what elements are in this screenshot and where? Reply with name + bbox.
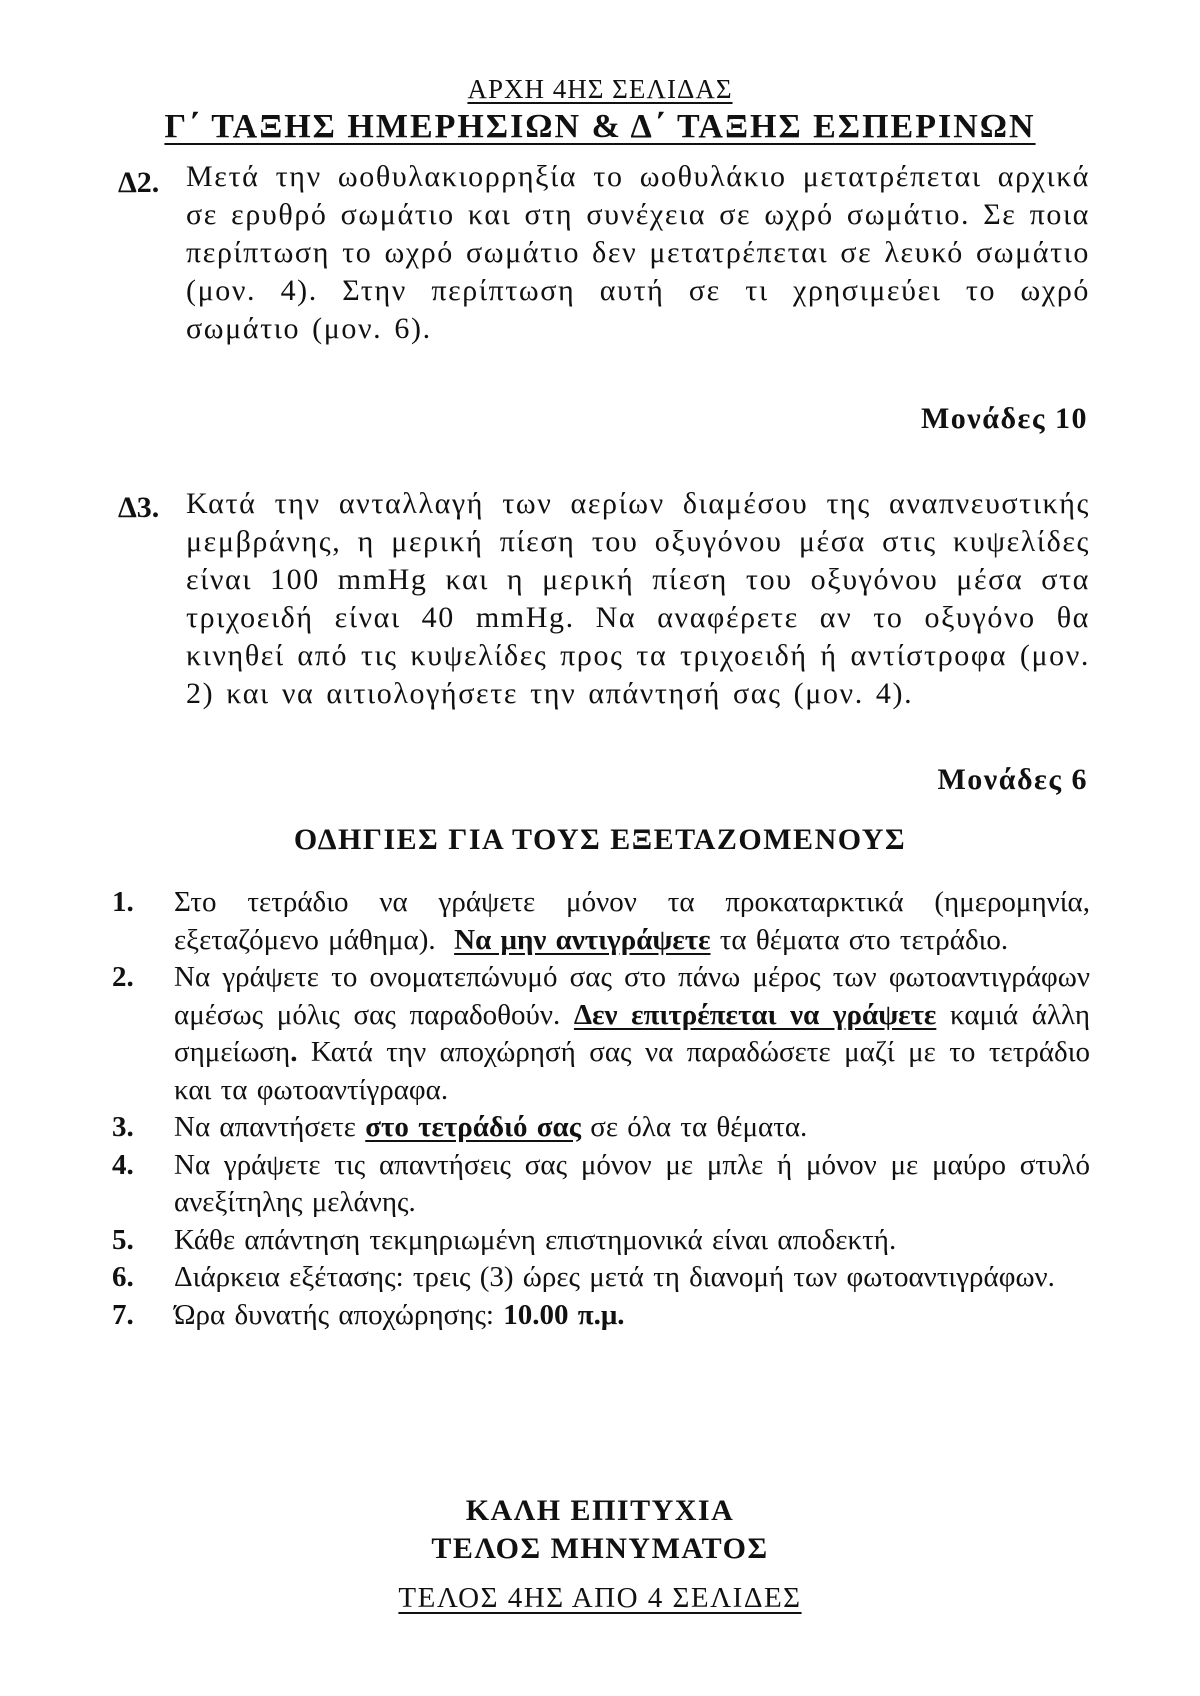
closing-good-luck: ΚΑΛΗ ΕΠΙΤΥΧΙΑ bbox=[465, 1494, 735, 1527]
instruction-item bbox=[112, 1297, 1090, 1335]
page-end-footer bbox=[0, 1582, 1200, 1615]
instruction-item bbox=[112, 1147, 1090, 1222]
class-title bbox=[0, 108, 1200, 146]
instruction-text: Κάθε απάντηση τεκμηριωμένη επιστημονικά είναι αποδεκτή. bbox=[174, 1223, 897, 1256]
instruction-text: Να γράψετε τις απαντήσεις σας μόνον με μπλε ή μόνον με μαύρο στυλό ανεξίτηλης μελάνης. bbox=[174, 1148, 1090, 1218]
instructions-list bbox=[112, 884, 1090, 1334]
instruction-text: Ώρα δυνατής αποχώρησης: bbox=[174, 1298, 494, 1331]
instruction-item bbox=[112, 1259, 1090, 1297]
instruction-text: καμιά άλλη σημείωση bbox=[174, 998, 1090, 1068]
question-label-d2: Δ2. bbox=[118, 166, 160, 199]
instruction-emphasis: στο τετράδιό σας bbox=[365, 1111, 581, 1143]
instruction-text: Στο τετράδιο να γράψετε μόνον τα προκαταρκτικά (ημερομηνία, εξεταζόμενο μάθημα). bbox=[174, 886, 1090, 956]
instruction-number: 5. bbox=[112, 1223, 134, 1256]
instruction-text: σε όλα τα θέματα. bbox=[590, 1111, 808, 1143]
instruction-number: 7. bbox=[112, 1298, 134, 1331]
instruction-item bbox=[112, 884, 1090, 959]
page-start-header bbox=[0, 74, 1200, 105]
instruction-emphasis: Δεν επιτρέπεται να γράψετε bbox=[573, 998, 937, 1031]
instruction-number: 6. bbox=[112, 1261, 134, 1293]
instruction-number: 4. bbox=[112, 1148, 134, 1181]
instruction-item bbox=[112, 1109, 1090, 1147]
instruction-item bbox=[112, 1222, 1090, 1260]
page-end-text: ΤΕΛΟΣ 4ΗΣ ΑΠΟ 4 ΣΕΛΙΔΕΣ bbox=[398, 1582, 802, 1614]
instruction-emphasis: Να μην αντιγράψετε bbox=[454, 923, 711, 956]
instructions-title: ΟΔΗΓΙΕΣ ΓΙΑ ΤΟΥΣ ΕΞΕΤΑΖΟΜΕΝΟΥΣ bbox=[293, 823, 907, 856]
question-marks-d3: Μονάδες 6 bbox=[937, 763, 1088, 796]
instruction-text: Να γράψετε το ονοματεπώνυμό σας στο πάνω μέρος των φωτοαντιγράφων αμέσως μόλις σας παραδοθούν. bbox=[174, 961, 1090, 1031]
class-title-text: Γ΄ ΤΑΞΗΣ ΗΜΕΡΗΣΙΩΝ & Δ΄ ΤΑΞΗΣ ΕΣΠΕΡΙΝΩΝ bbox=[164, 108, 1036, 145]
question-label-d3: Δ3. bbox=[118, 491, 160, 524]
instruction-number: 3. bbox=[112, 1111, 134, 1143]
question-text-d3: Κατά την ανταλλαγή των αερίων διαμέσου της αναπνευστικής μεμβράνης, η μερική πίεση του οξυγόνου μέσα στις κυψελίδες είναι 100 mmHg και η μερική πίεση του οξυγόνου μέσα στα τριχοειδή είναι 40 mmHg. Να αναφέρετε αν το οξυγόνο θα κινηθεί από τις κυψελίδες προς τα τριχοειδή ή αντίστροφα (μον. 2) και να αιτιολογήσετε την απάντησή σας (μον. 4). bbox=[186, 487, 1090, 710]
question-text-d2: Μετά την ωοθυλακιορρηξία το ωοθυλάκιο μετατρέπεται αρχικά σε ερυθρό σωμάτιο και στη συνέχεια σε ωχρό σωμάτιο. Σε ποια περίπτωση το ωχρό σωμάτιο δεν μετατρέπεται σε λευκό σωμάτιο (μον. 4). Στην περίπτωση αυτή σε τι χρησιμεύει το ωχρό σωμάτιο (μον. 6). bbox=[186, 160, 1090, 345]
instruction-text: Διάρκεια εξέτασης: τρεις (3) ώρες μετά τη διανομή των φωτοαντιγράφων. bbox=[174, 1261, 1055, 1293]
instruction-number: 1. bbox=[112, 886, 134, 918]
instruction-number: 2. bbox=[112, 961, 134, 993]
instruction-text: Να απαντήσετε bbox=[174, 1111, 356, 1143]
instruction-text: τα θέματα στο τετράδιο. bbox=[719, 923, 1009, 956]
question-marks-d2: Μονάδες 10 bbox=[920, 402, 1088, 435]
closing-end-message: ΤΕΛΟΣ ΜΗΝΥΜΑΤΟΣ bbox=[431, 1532, 769, 1565]
instruction-text: Κατά την αποχώρησή σας να παραδώσετε μαζί με το τετράδιο και τα φωτοαντίγραφα. bbox=[174, 1036, 1090, 1106]
instruction-bold-dot: . bbox=[290, 1036, 298, 1068]
instruction-item bbox=[112, 959, 1090, 1109]
instruction-time: 10.00 π.μ. bbox=[503, 1298, 625, 1331]
page-start-text: ΑΡΧΗ 4ΗΣ ΣΕΛΙΔΑΣ bbox=[467, 74, 733, 104]
